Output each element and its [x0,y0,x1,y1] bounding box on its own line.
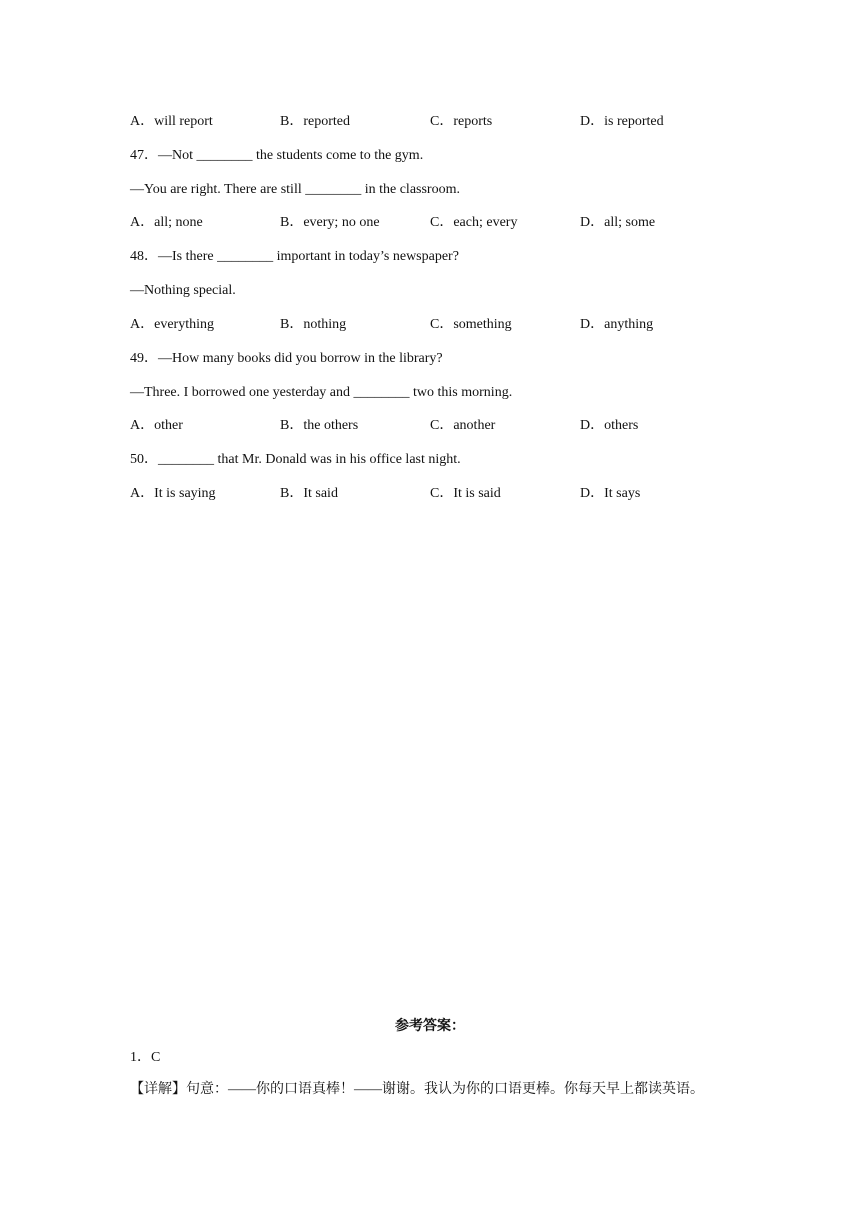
q48-options [130,316,750,334]
q50-option-c: C．It is said [430,486,501,501]
q50-option-d: D．It says [580,486,641,501]
q49-options [130,417,750,435]
q47-stem: 47．—Not ________ the students come to the gym. [130,148,424,163]
q48-stem: 48．—Is there ________ important in today’s newspaper? [130,249,459,264]
q46-option-d: D．is reported [580,114,664,129]
q48-option-b: B．nothing [280,317,347,332]
q49-stem: 49．—How many books did you borrow in the library? [130,351,443,366]
answer-key-title: 参考答案： [395,1019,465,1034]
q47-option-a: A．all; none [130,215,203,230]
q50-stem: 50．________ that Mr. Donald was in his office last night. [130,452,461,467]
q50-options [130,485,750,503]
q46-option-a: A．will report [130,114,213,129]
q48-line2: —Nothing special. [130,283,236,298]
q46-option-c: C．reports [430,114,493,129]
q48-option-a: A．everything [130,317,214,332]
q46-option-b: B．reported [280,114,350,129]
q49-line2: —Three. I borrowed one yesterday and ________ two this morning. [130,385,513,400]
q48-option-c: C．something [430,317,512,332]
q50-option-a: A．It is saying [130,486,216,501]
q47-line2: —You are right. There are still ________ in the classroom. [130,182,460,197]
q47-option-d: D．all; some [580,215,656,230]
q47-options [130,214,750,232]
q46-options [130,113,750,131]
answer-detail-1: 【详解】句意：——你的口语真棒！——谢谢。我认为你的口语更棒。你每天早上都读英语。 [130,1082,704,1097]
answer-item-1: 1．C [130,1050,161,1065]
q47-option-b: B．every; no one [280,215,380,230]
q48-option-d: D．anything [580,317,654,332]
q49-option-a: A．other [130,418,183,433]
q47-option-c: C．each; every [430,215,518,230]
q49-option-b: B．the others [280,418,359,433]
q49-option-c: C．another [430,418,496,433]
q49-option-d: D．others [580,418,639,433]
q50-option-b: B．It said [280,486,338,501]
